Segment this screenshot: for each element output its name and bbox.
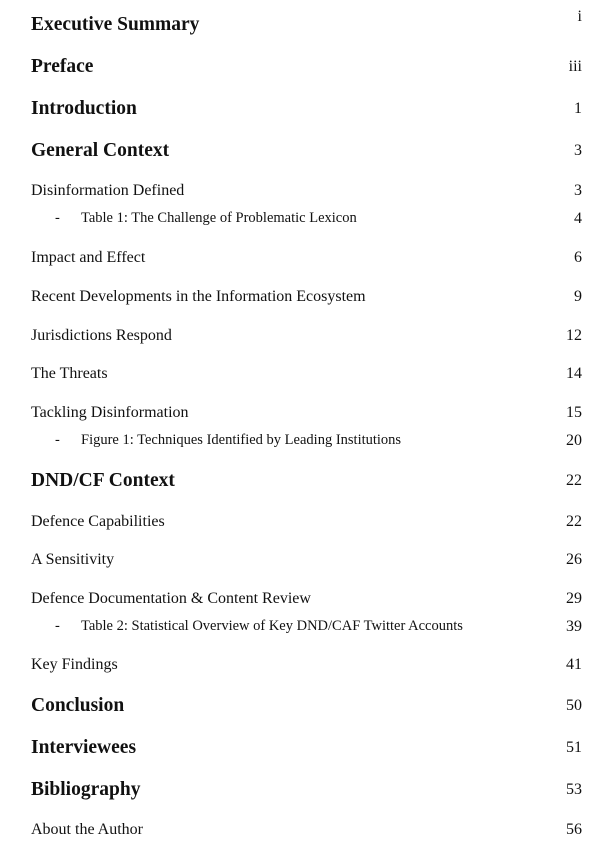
toc-entry-page: 14 [566,365,582,382]
toc-entry-key-findings[interactable] [0,654,609,680]
toc-entry-page: 50 [566,697,582,714]
toc-entry-dnd-cf-context[interactable] [0,470,609,496]
toc-entry-page: 22 [566,513,582,530]
toc-entry-introduction[interactable] [0,98,609,124]
toc-entry-page: 22 [566,472,582,489]
toc-entry-general-context[interactable] [0,140,609,166]
toc-entry-page: 56 [566,821,582,838]
toc-entry-tackling-disinformation[interactable] [0,402,609,428]
toc-entry-page: 9 [574,288,582,305]
toc-entry-table-1[interactable] [0,207,609,233]
toc-entry-page: 29 [566,590,582,607]
toc-entry-label: About the Author [31,821,143,838]
toc-entry-impact-and-effect[interactable] [0,247,609,273]
toc-entry-label: Preface [31,56,94,77]
toc-entry-label: Conclusion [31,695,125,716]
toc-entry-page: 12 [566,327,582,344]
toc-entry-defence-capabilities[interactable] [0,511,609,537]
toc-entry-page: 3 [574,182,582,199]
toc-entry-bibliography[interactable] [0,779,609,805]
toc-entry-page: 53 [566,781,582,798]
toc-entry-label: Bibliography [31,779,141,800]
toc-entry-executive-summary[interactable] [0,8,609,40]
toc-entry-label: Recent Developments in the Information Ecosystem [31,288,366,305]
toc-entry-label: Defence Documentation & Content Review [31,590,311,607]
sub-entry-marker: - [55,618,60,634]
toc-entry-label: Table 2: Statistical Overview of Key DND/CAF Twitter Accounts [81,618,463,634]
toc-entry-page: 51 [566,739,582,756]
toc-entry-page: 26 [566,551,582,568]
toc-entry-conclusion[interactable] [0,695,609,721]
toc-entry-a-sensitivity[interactable] [0,549,609,575]
sub-entry-marker: - [55,210,60,226]
sub-entry-marker: - [55,432,60,448]
toc-entry-page: 20 [566,432,582,449]
toc-entry-label: DND/CF Context [31,470,175,491]
toc-entry-disinformation-defined[interactable] [0,180,609,206]
toc-entry-page: 15 [566,404,582,421]
toc-entry-page: 6 [574,249,582,266]
toc-entry-label: A Sensitivity [31,551,115,568]
toc-entry-jurisdictions-respond[interactable] [0,325,609,351]
toc-entry-about-the-author[interactable] [0,819,609,845]
toc-entry-label: Jurisdictions Respond [31,327,172,344]
toc-entry-label: The Threats [31,365,108,382]
toc-entry-label: Defence Capabilities [31,513,165,530]
toc-entry-label: General Context [31,140,170,161]
toc-entry-page: i [577,8,582,25]
toc-entry-label: Executive Summary [31,14,200,35]
toc-entry-label: Impact and Effect [31,249,146,266]
toc-entry-label: Key Findings [31,656,118,673]
toc-entry-label: Table 1: The Challenge of Problematic Lexicon [81,210,357,226]
toc-entry-recent-developments[interactable] [0,286,609,312]
toc-entry-table-2[interactable] [0,615,609,641]
toc-entry-page: 41 [566,656,582,673]
toc-entry-page: 4 [574,210,582,227]
toc-entry-page: 39 [566,618,582,635]
toc-entry-label: Introduction [31,98,137,119]
toc-entry-the-threats[interactable] [0,363,609,389]
toc-entry-page: iii [568,58,582,75]
toc-entry-label: Figure 1: Techniques Identified by Leading Institutions [81,432,402,448]
toc-entry-defence-documentation[interactable] [0,588,609,614]
toc-entry-label: Tackling Disinformation [31,404,189,421]
toc-entry-label: Interviewees [31,737,137,758]
toc-entry-page: 3 [574,142,582,159]
toc-entry-figure-1[interactable] [0,429,609,455]
toc-entry-label: Disinformation Defined [31,182,185,199]
toc-entry-interviewees[interactable] [0,737,609,763]
toc-entry-page: 1 [574,100,582,117]
toc-entry-preface[interactable] [0,56,609,82]
